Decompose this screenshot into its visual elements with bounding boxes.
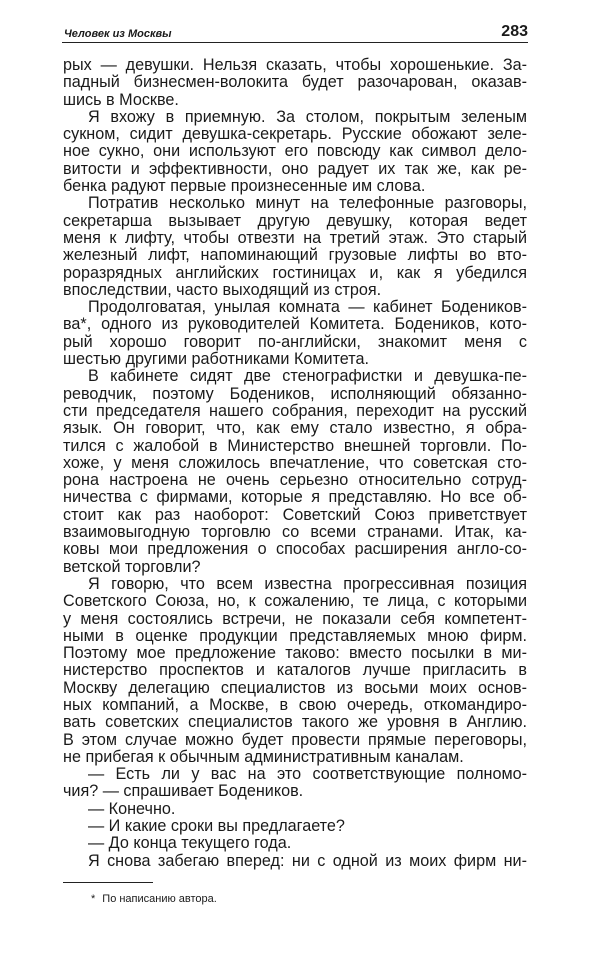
text-line: ное сукно, они используют его повсюду как символ дело-: [63, 142, 527, 161]
running-title: Человек из Москвы: [64, 28, 172, 40]
text-line: впоследствии, часто выходящий из строя.: [63, 280, 382, 299]
paragraph: [63, 801, 527, 818]
text-line: падный бизнесмен-волокита будет разочарован, оказав-: [63, 73, 527, 92]
text-line: язык. Он говорит, что, как ему стало известно, я обра-: [63, 419, 527, 438]
text-line: рых — девушки. Нельзя сказать, чтобы хорошенькие. За-: [63, 56, 527, 74]
paragraph: [63, 835, 527, 852]
text-line: нистерство проспектов и каталогов лучше пригласить в: [63, 661, 527, 680]
text-line: ва*, одного из руководителей Комитета. Бодеников, кото-: [63, 315, 527, 334]
footnote-mark: *: [91, 893, 96, 905]
text-line: сти председателя нашего собрания, переходит на русский: [63, 401, 527, 420]
text-line: вать советских специалистов такого же уровня в Англию.: [63, 713, 527, 732]
text-line: секретарша вызывает другую девушку, которая ведет: [63, 211, 527, 230]
body-text: [63, 57, 527, 870]
text-line: роразрядных английских гостиницах и, как я убедился: [63, 263, 527, 282]
page-header: [62, 22, 528, 43]
paragraph: [63, 766, 527, 801]
text-line: Москву делегацию специалистов из восьми моих основ-: [63, 678, 527, 697]
text-line: — До конца текущего года.: [88, 834, 292, 853]
text-line: витости и эффективности, оно радует их так же, как ре-: [63, 159, 527, 178]
text-line: рона настроена не очень серьезно относительно сотруд-: [63, 471, 527, 490]
text-line: Я снова забегаю вперед: ни с одной из моих фирм ни-: [88, 851, 527, 870]
text-line: Поэтому мое предложение таково: вместо посылки в ми-: [63, 644, 527, 663]
paragraph: [63, 368, 527, 576]
footnote-text: По написанию автора.: [102, 893, 217, 905]
paragraph: [63, 576, 527, 766]
text-line: шестью другими работниками Комитета.: [63, 350, 370, 369]
text-line: чия? — спрашивает Бодеников.: [63, 782, 304, 801]
paragraph: [63, 299, 527, 368]
text-line: реводчик, поэтому Бодеников, исполняющий обязанно-: [63, 384, 527, 403]
text-line: — И какие сроки вы предлагаете?: [88, 817, 345, 836]
text-line: ных компаний, а Москве, в свою очередь, откомандиро-: [63, 695, 527, 714]
text-line: ничества с фирмами, которые я представляю. Но все об-: [63, 488, 527, 507]
text-line: стоит как раз наоборот: Советский Союз приветствует: [63, 505, 527, 524]
page-number: 283: [501, 23, 528, 40]
paragraph: [63, 853, 527, 870]
text-line: ветской торговли?: [63, 557, 201, 576]
text-line: Потратив несколько минут на телефонные разговоры,: [88, 194, 527, 213]
text-line: не прибегая к обычным административным каналам.: [63, 747, 464, 766]
text-line: меня к лифту, чтобы отвезти на третий этаж. Это старый: [63, 228, 527, 247]
text-line: Я вхожу в приемную. За столом, покрытым зеленым: [88, 107, 527, 126]
text-line: — Конечно.: [88, 799, 176, 818]
paragraph: [63, 195, 527, 299]
text-line: Советского Союза, но, к сожалению, те лица, с которыми: [63, 592, 527, 611]
text-line: тился с жалобой в Министерство внешней торговли. По-: [63, 436, 527, 455]
text-line: железный лифт, напоминающий грузовые лифты во вто-: [63, 246, 527, 265]
text-line: ными в оценке продукции представляемых мною фирм.: [63, 626, 527, 645]
paragraph: [63, 109, 527, 195]
text-line: В этом случае можно будет провести прямые переговоры,: [63, 730, 527, 749]
text-line: Продолговатая, унылая комната — кабинет Бодеников-: [88, 298, 527, 317]
paragraph: [63, 57, 527, 109]
footnote: [91, 893, 217, 905]
text-line: взаимовыгодную торговлю со всеми странами. Итак, ка-: [63, 523, 527, 542]
text-line: бенка радуют первые произнесенные им слова.: [63, 177, 426, 196]
text-line: рый хорошо говорит по-английски, знакомит меня с: [63, 332, 527, 351]
text-line: шись в Москве.: [63, 90, 179, 109]
footnote-divider: [63, 882, 153, 883]
text-line: ковы мои предложения о способах расширения англо-со-: [63, 540, 527, 559]
text-line: — Есть ли у вас на это соответствующие полномо-: [88, 765, 527, 784]
text-line: хоже, у меня сложилось впечатление, что советская сто-: [63, 453, 527, 472]
text-line: Я говорю, что всем известна прогрессивная позиция: [88, 574, 527, 593]
text-line: В кабинете сидят две стенографистки и девушка-пе-: [88, 367, 527, 386]
text-line: сукном, сидит девушка-секретарь. Русские обожают зеле-: [63, 125, 527, 144]
text-line: у меня состоялись встречи, не показали себя компетент-: [63, 609, 527, 628]
paragraph: [63, 818, 527, 835]
